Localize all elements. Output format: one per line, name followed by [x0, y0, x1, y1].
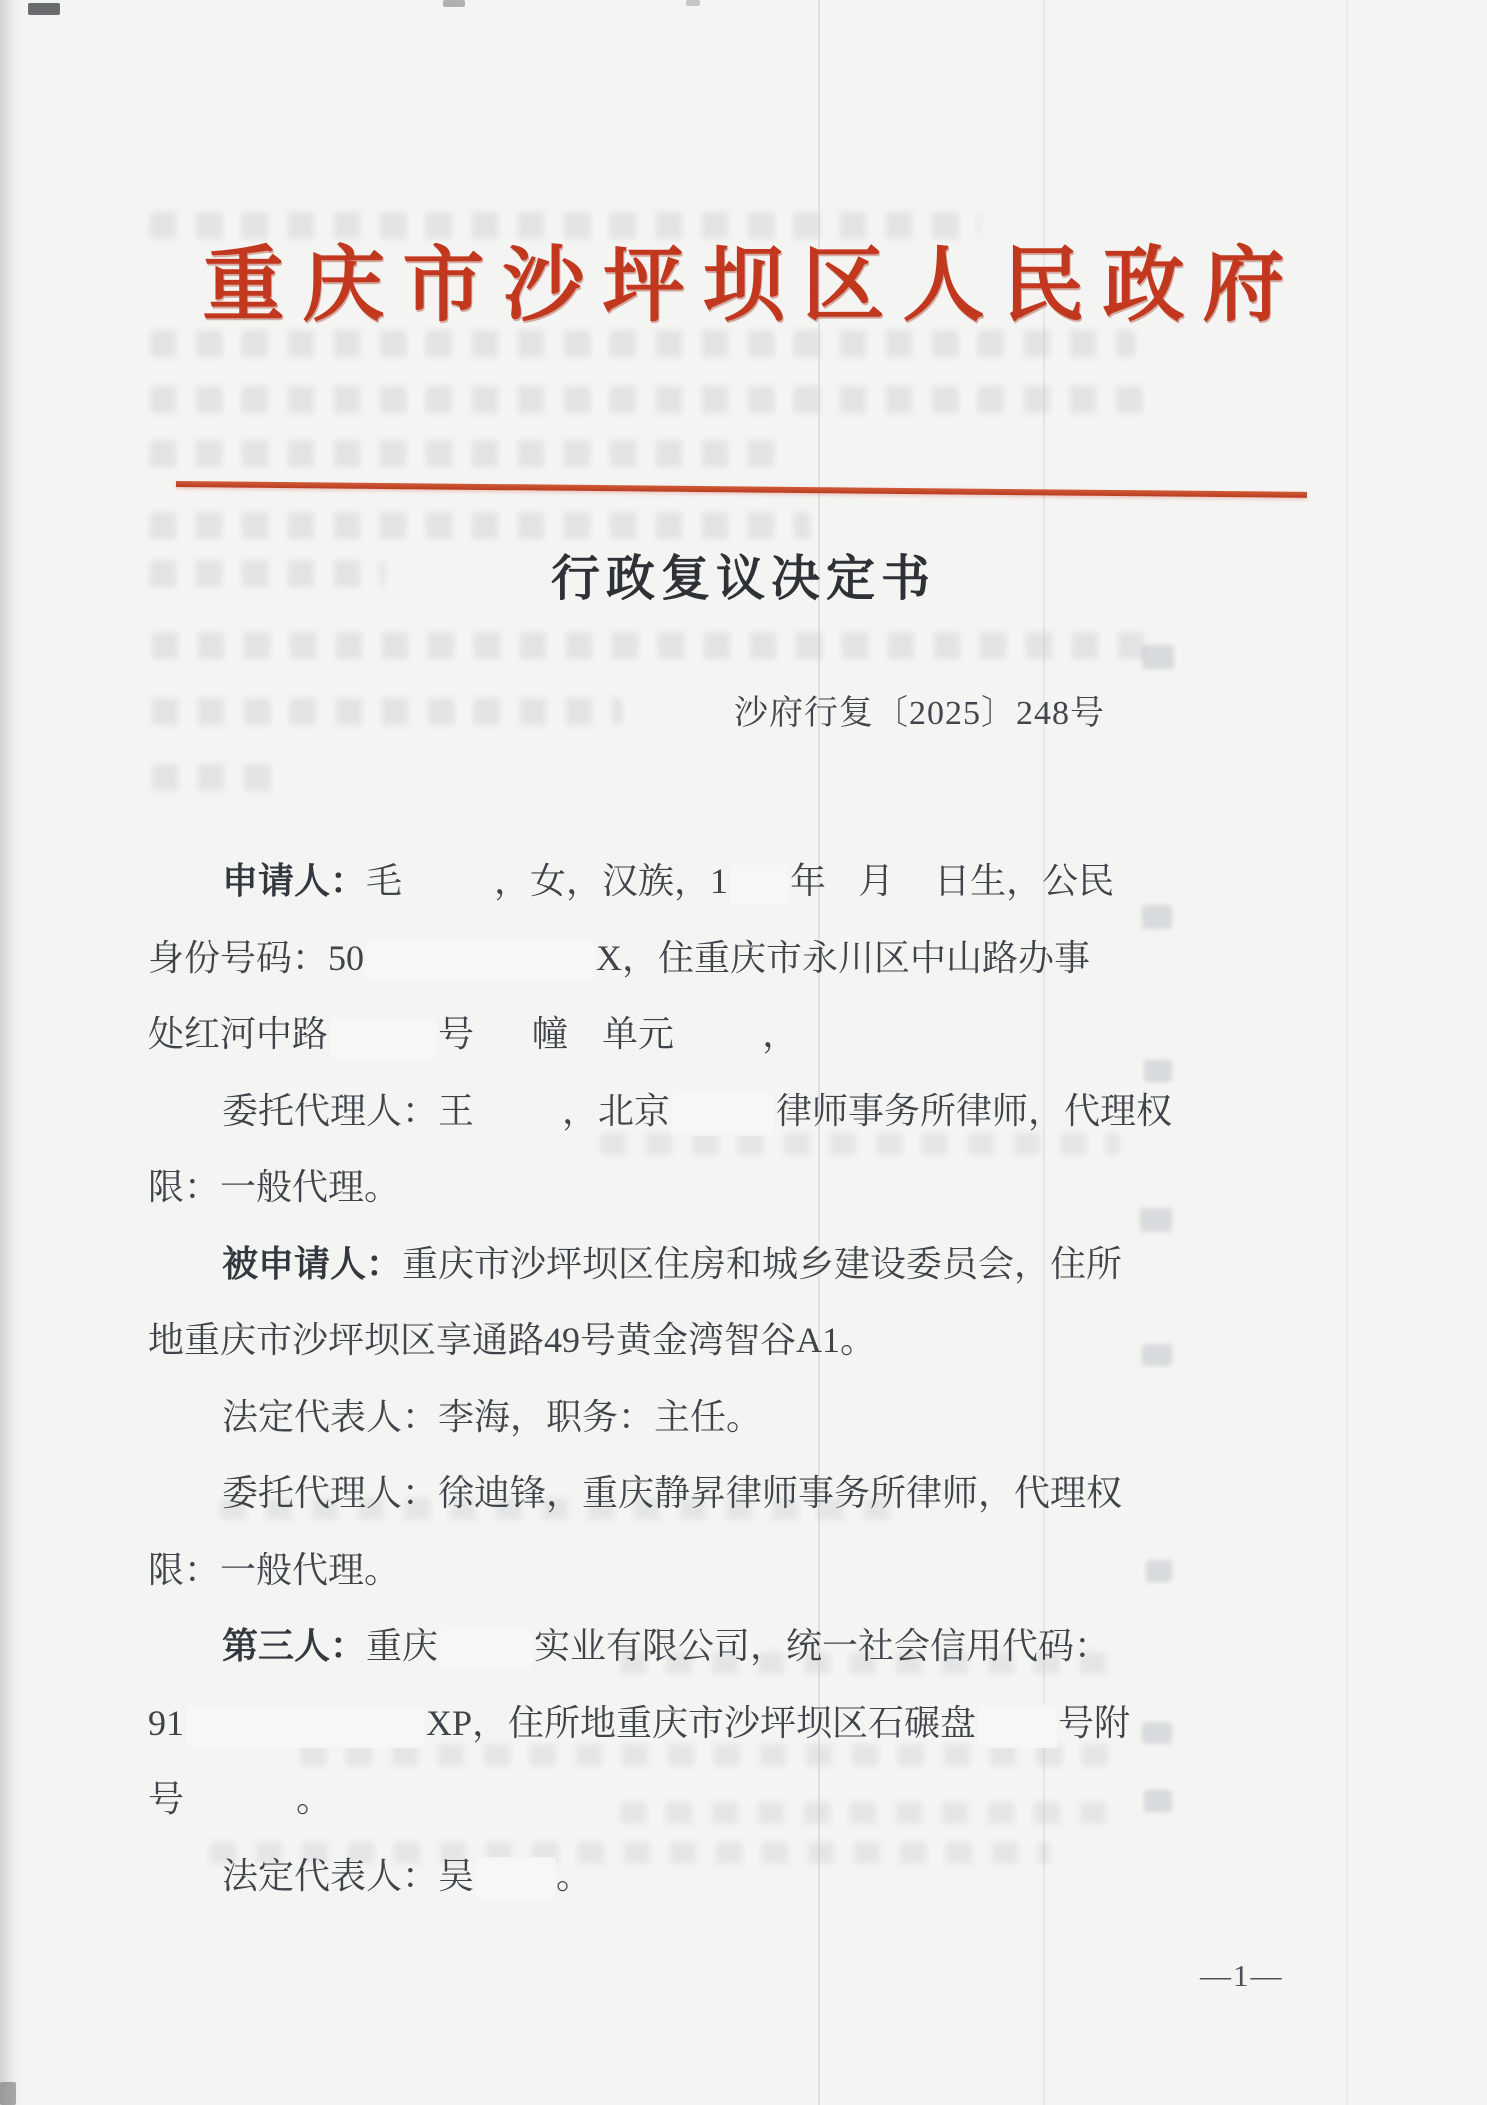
text-segment: 被申请人： — [222, 1243, 403, 1284]
blank-gap — [474, 1016, 532, 1060]
bleedthrough-artifact — [1140, 1208, 1172, 1232]
text-segment: 91 — [148, 1702, 184, 1743]
bleedthrough-artifact — [1142, 905, 1172, 929]
text-segment: 单元 — [602, 1014, 675, 1054]
text-segment: X，住重庆市永川区中山路办事 — [596, 937, 1091, 978]
body-line — [148, 843, 1138, 920]
text-segment: 重庆市沙坪坝区住房和城乡建设委员会，住所 — [402, 1243, 1123, 1284]
scan-speck — [686, 0, 700, 6]
bleedthrough-artifact — [1142, 1722, 1172, 1744]
body-line — [148, 1379, 1138, 1456]
body-line — [148, 1608, 1138, 1685]
text-segment: 号 — [438, 1014, 475, 1054]
body-line — [148, 920, 1138, 997]
scan-speck — [443, 0, 465, 7]
redaction-gap — [328, 1016, 438, 1060]
redaction-gap — [728, 863, 790, 907]
header-divider-rule — [176, 481, 1307, 498]
body-line — [148, 1149, 1138, 1226]
text-segment: 限：一般代理。 — [148, 1549, 401, 1590]
redaction-gap — [438, 1628, 534, 1672]
text-segment: 身份号码：50 — [148, 937, 365, 978]
blank-gap — [474, 1092, 562, 1136]
blank-gap — [674, 1016, 762, 1060]
text-segment: ，女，汉族，1 — [494, 861, 729, 901]
text-segment: 月 — [858, 861, 895, 901]
bleedthrough-artifact — [1142, 645, 1174, 669]
text-segment: 申请人： — [222, 861, 367, 901]
redaction-gap — [670, 1092, 776, 1136]
redaction-gap — [184, 1704, 426, 1748]
text-segment: 毛 — [366, 861, 403, 901]
blank-gap — [568, 1016, 602, 1060]
text-segment: 号附 — [1058, 1702, 1131, 1743]
text-segment: 。 — [556, 1855, 593, 1896]
body-line — [148, 1073, 1173, 1150]
body-line — [148, 996, 1138, 1073]
blank-gap — [826, 863, 858, 907]
bleedthrough-artifact — [1142, 1344, 1172, 1366]
document-title: 行政复议决定书 — [550, 551, 936, 606]
bleedthrough-artifact — [152, 632, 1152, 659]
text-segment: 实业有限公司，统一社会信用代码： — [534, 1626, 1111, 1666]
text-segment: 委托代理人：王 — [222, 1090, 475, 1131]
bleedthrough-artifact — [152, 698, 622, 725]
redaction-gap — [474, 1857, 556, 1901]
body-line — [148, 1226, 1138, 1303]
scan-speck — [0, 2082, 16, 2105]
redaction-gap — [976, 1704, 1058, 1748]
text-segment: 法定代表人：李海，职务：主任。 — [222, 1396, 763, 1437]
bleedthrough-artifact — [1146, 1560, 1172, 1582]
blank-gap — [184, 1781, 296, 1825]
body-line — [148, 1761, 1138, 1838]
text-segment: ， — [762, 1014, 799, 1054]
text-segment: 限：一般代理。 — [148, 1167, 401, 1207]
text-segment: XP，住所地重庆市沙坪坝区石碾盘 — [426, 1702, 977, 1743]
body-line — [148, 1455, 1138, 1532]
bleedthrough-artifact — [150, 440, 790, 467]
text-segment: 地重庆市沙坪坝区享通路49号黄金湾智谷A1。 — [148, 1320, 876, 1360]
text-segment: 法定代表人：吴 — [222, 1855, 475, 1896]
text-segment: 。 — [296, 1779, 333, 1819]
text-segment: 日生，公民 — [934, 861, 1115, 901]
bleedthrough-artifact — [152, 764, 282, 791]
text-segment: 号 — [148, 1779, 185, 1819]
page-number: —1— — [1200, 1958, 1284, 1993]
document-body — [148, 843, 1173, 1914]
body-line — [148, 1302, 1138, 1379]
text-segment: 委托代理人：徐迪锋，重庆静昇律师事务所律师，代理权 — [222, 1473, 1123, 1513]
text-segment: 幢 — [532, 1014, 569, 1054]
body-line — [148, 1838, 1138, 1915]
blank-gap — [402, 863, 494, 907]
bleedthrough-artifact — [150, 386, 1145, 413]
text-segment: 第三人： — [222, 1626, 367, 1666]
body-line — [148, 1685, 1138, 1762]
bleedthrough-artifact — [150, 512, 810, 539]
blank-gap — [894, 863, 934, 907]
text-segment: ，北京 — [562, 1090, 671, 1131]
scan-speck — [28, 3, 60, 15]
body-line — [148, 1532, 1138, 1609]
text-segment: 律师事务所律师，代理权 — [776, 1090, 1173, 1131]
document-number: 沙府行复〔2025〕248号 — [734, 695, 1105, 732]
bleedthrough-artifact — [1144, 1790, 1172, 1812]
text-segment: 年 — [790, 861, 827, 901]
text-segment: 处红河中路 — [148, 1014, 329, 1054]
text-segment: 重庆 — [366, 1626, 439, 1666]
issuer-title: 重庆市沙坪坝区人民政府 — [202, 240, 1303, 331]
redaction-gap — [364, 939, 596, 983]
